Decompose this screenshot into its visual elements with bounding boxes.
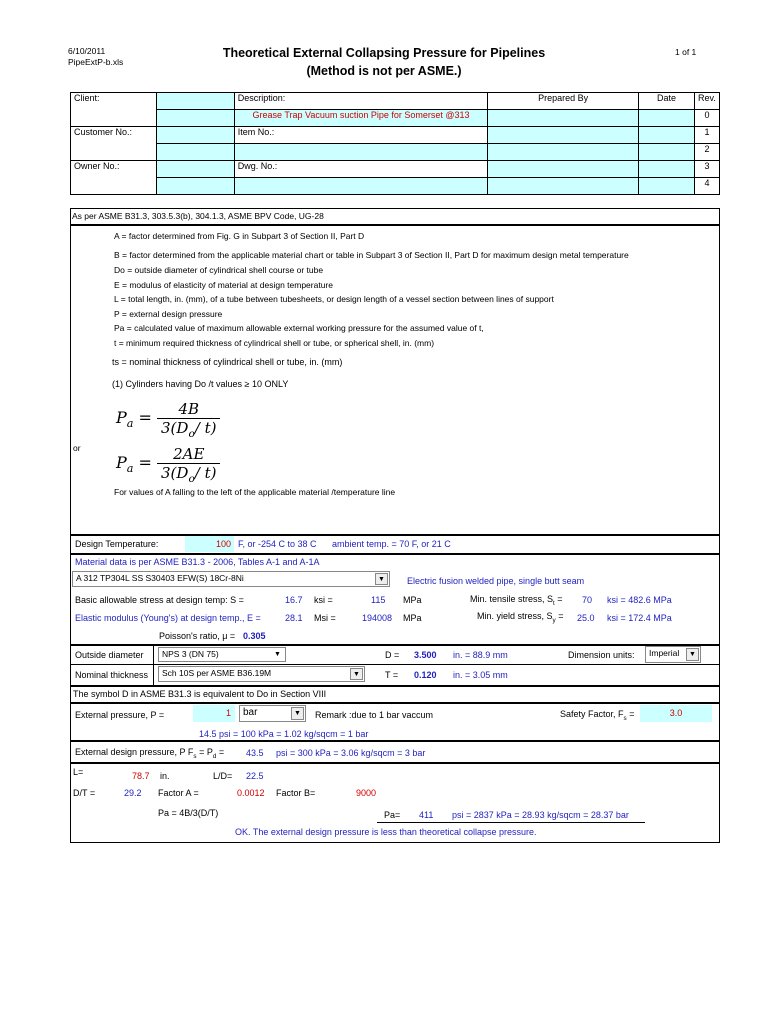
yield-conversion: ksi = 172.4 MPa [607, 613, 672, 623]
pressure-remark: Remark :due to 1 bar vaccum [315, 710, 434, 720]
pressure-label: External pressure, P = [75, 710, 165, 720]
thickness-label: Nominal thickness [75, 670, 149, 680]
cylinder-note: (1) Cylinders having Do /t values ≥ 10 ONLY [112, 379, 289, 389]
rev-2: 2 [694, 144, 719, 161]
chevron-down-icon[interactable]: ▼ [686, 648, 699, 661]
rev-4: 4 [694, 178, 719, 195]
dt-value: 29.2 [124, 788, 142, 798]
elastic-modulus-label: Elastic modulus (Young's) at design temp., E = [75, 613, 261, 623]
design-pressure-label: External design pressure, P $F_s = P_d$ = [75, 747, 225, 760]
symbol-note: The symbol D in ASME B31.3 is equivalent to Do in Section VIII [73, 689, 327, 699]
ambient-temp: ambient temp. = 70 F, or 21 C [332, 539, 451, 549]
client-label: Client: [71, 93, 157, 110]
poisson-label: Poisson's ratio, μ = [159, 631, 236, 641]
description-label: Description: [234, 93, 488, 110]
date-3[interactable] [639, 161, 695, 178]
report-date: 6/10/2011 [68, 46, 106, 56]
left-of-line-note: For values of A falling to the left of the applicable material /temperature line [114, 487, 396, 497]
or-label: or [73, 443, 81, 453]
definition-pa: Pa = calculated value of maximum allowable external working pressure for the assumed value of t, [114, 323, 484, 333]
chevron-down-icon[interactable]: ▼ [274, 651, 281, 658]
tensile-conversion: ksi = 482.6 MPa [607, 595, 672, 605]
allowable-stress-ksi: 16.7 [285, 595, 303, 605]
od-select[interactable] [158, 647, 286, 662]
dwg-no-label: Dwg. No.: [234, 161, 488, 178]
file-name: PipeExtP-b.xls [68, 57, 124, 67]
t-conversion: in. = 3.05 mm [453, 670, 508, 680]
design-pressure-conversion: psi = 300 kPa = 3.06 kg/sqcm = 3 bar [276, 748, 426, 758]
definition-ts: ts = nominal thickness of cylindrical shell or tube, in. (mm) [112, 357, 343, 367]
pressure-conversion: 14.5 psi = 100 kPa = 1.02 kg/sqcm = 1 bar [199, 729, 369, 739]
date-1[interactable] [639, 127, 695, 144]
code-reference: As per ASME B31.3, 303.5.3(b), 304.1.3, ASME BPV Code, UG-28 [72, 211, 324, 221]
allowable-ksi-unit: ksi = [314, 595, 333, 605]
safety-factor-label: Safety Factor, $F_s$ = [560, 709, 635, 722]
material-select[interactable] [72, 571, 390, 587]
material-select-value: A 312 TP304L SS S30403 EFW(S) 18Cr-8Ni [76, 573, 244, 583]
rev-header: Rev. [694, 93, 719, 110]
thickness-select-value: Sch 10S per ASME B36.19M [162, 668, 272, 678]
prepared-by-2[interactable] [488, 144, 639, 161]
pressure-unit-select[interactable] [239, 705, 306, 722]
date-header: Date [639, 93, 695, 110]
factor-a-value: 0.0012 [237, 788, 265, 798]
dwg-no-field[interactable] [234, 178, 488, 195]
description-field[interactable]: Grease Trap Vacuum suction Pipe for Somerset @313 [234, 110, 488, 127]
l-unit: in. [160, 771, 170, 781]
design-temp-input[interactable]: 100 [185, 536, 234, 552]
rev-0: 0 [694, 110, 719, 127]
ld-label: L/D= [213, 771, 233, 781]
conclusion: OK. The external design pressure is less than theoretical collapse pressure. [235, 827, 537, 837]
design-temp-range: F, or -254 C to 38 C [238, 539, 317, 549]
date-0[interactable] [639, 110, 695, 127]
customer-no-label: Customer No.: [71, 127, 157, 144]
prepared-by-1[interactable] [488, 127, 639, 144]
chevron-down-icon[interactable]: ▼ [291, 707, 304, 720]
units-select[interactable] [645, 646, 701, 663]
formula-pa-4b: $P_a$ = $\frac{4B}{3(D_o/ t)}$ [116, 400, 220, 440]
allowable-stress-label: Basic allowable stress at design temp: S = [75, 595, 244, 605]
units-label: Dimension units: [568, 650, 635, 660]
pa-label: Pa= [384, 810, 401, 820]
prepared-by-4[interactable] [488, 178, 639, 195]
definition-e: E = modulus of elasticity of material at design temperature [114, 280, 333, 290]
units-select-value: Imperial [649, 648, 680, 658]
yield-label: Min. yield stress, $S_y$ = [477, 611, 564, 624]
page-subtitle: (Method is not per ASME.) [306, 64, 462, 78]
date-2[interactable] [639, 144, 695, 161]
prepared-by-0[interactable] [488, 110, 639, 127]
prepared-by-3[interactable] [488, 161, 639, 178]
definition-do: Do = outside diameter of cylindrical shell course or tube [114, 265, 324, 275]
od-select-value: NPS 3 (DN 75) [162, 649, 219, 659]
item-no-label: Item No.: [234, 127, 488, 144]
definition-t: t = minimum required thickness of cylindrical shell or tube, or spherical shell, in. (mm) [114, 338, 435, 348]
t-label: T = [385, 670, 399, 680]
elastic-modulus-mpa: 194008 [362, 613, 393, 623]
pressure-input[interactable]: 1 [193, 705, 235, 722]
info-table [70, 92, 720, 195]
customer-no-field[interactable] [156, 127, 234, 144]
thickness-select[interactable] [158, 666, 365, 682]
rev-1: 1 [694, 127, 719, 144]
formula-pa-2ae: $P_a$ = $\frac{2AE}{3(D_o/ t)}$ [116, 445, 220, 485]
yield-value: 25.0 [577, 613, 595, 623]
elastic-modulus-msi: 28.1 [285, 613, 303, 623]
material-description: Electric fusion welded pipe, single butt seam [407, 576, 585, 586]
factor-b-label: Factor B= [276, 788, 316, 798]
design-temp-label: Design Temperature: [75, 539, 159, 549]
date-4[interactable] [639, 178, 695, 195]
definition-a: A = factor determined from Fig. G in Subpart 3 of Section II, Part D [114, 231, 365, 241]
pa-formula: Pa = 4B/3(D/T) [158, 808, 219, 818]
page-title: Theoretical External Collapsing Pressure for Pipelines [222, 46, 546, 60]
dt-label: D/T = [73, 788, 96, 798]
poisson-value: 0.305 [243, 631, 266, 641]
owner-no-field[interactable] [156, 161, 234, 178]
allowable-stress-mpa: 115 [371, 595, 386, 605]
msi-unit: Msi = [314, 613, 336, 623]
tensile-label: Min. tensile stress, $S_t$ = [470, 594, 563, 607]
owner-no-label: Owner No.: [71, 161, 157, 178]
pa-value: 411 [419, 810, 434, 820]
chevron-down-icon[interactable]: ▼ [350, 668, 363, 680]
factor-a-label: Factor A = [158, 788, 199, 798]
tensile-value: 70 [582, 595, 593, 605]
d-value: 3.500 [414, 650, 437, 660]
customer-no-field-2[interactable] [156, 144, 234, 161]
allowable-mpa-unit: MPa [403, 595, 422, 605]
ld-value: 22.5 [246, 771, 264, 781]
elastic-mpa-unit: MPa [403, 613, 422, 623]
l-label: L= [73, 767, 84, 777]
d-label: D = [385, 650, 400, 660]
prepared-by-header: Prepared By [488, 93, 639, 110]
owner-no-field-2[interactable] [156, 178, 234, 195]
definition-p: P = external design pressure [114, 309, 223, 319]
material-note: Material data is per ASME B31.3 - 2006, Tables A-1 and A-1A [75, 557, 320, 567]
factor-b-value: 9000 [356, 788, 377, 798]
pressure-unit-value: bar [243, 707, 258, 718]
d-conversion: in. = 88.9 mm [453, 650, 508, 660]
definition-b: B = factor determined from the applicable material chart or table in Subpart 3 of Section II, Part D for maximum design metal temperature [114, 250, 629, 260]
chevron-down-icon[interactable]: ▼ [375, 573, 388, 585]
definition-l: L = total length, in. (mm), of a tube between tubesheets, or design length of a vessel section between lines of support [114, 294, 554, 304]
pa-conversion: psi = 2837 kPa = 28.93 kg/sqcm = 28.37 bar [452, 810, 629, 820]
client-field-2[interactable] [156, 110, 234, 127]
l-value: 78.7 [132, 771, 150, 781]
safety-factor-input[interactable]: 3.0 [640, 705, 712, 722]
od-label: Outside diameter [75, 650, 144, 660]
t-value: 0.120 [414, 670, 437, 680]
design-pressure-value: 43.5 [246, 748, 264, 758]
rev-3: 3 [694, 161, 719, 178]
page-number: 1 of 1 [675, 47, 697, 57]
client-field[interactable] [156, 93, 234, 110]
item-no-field[interactable] [234, 144, 488, 161]
